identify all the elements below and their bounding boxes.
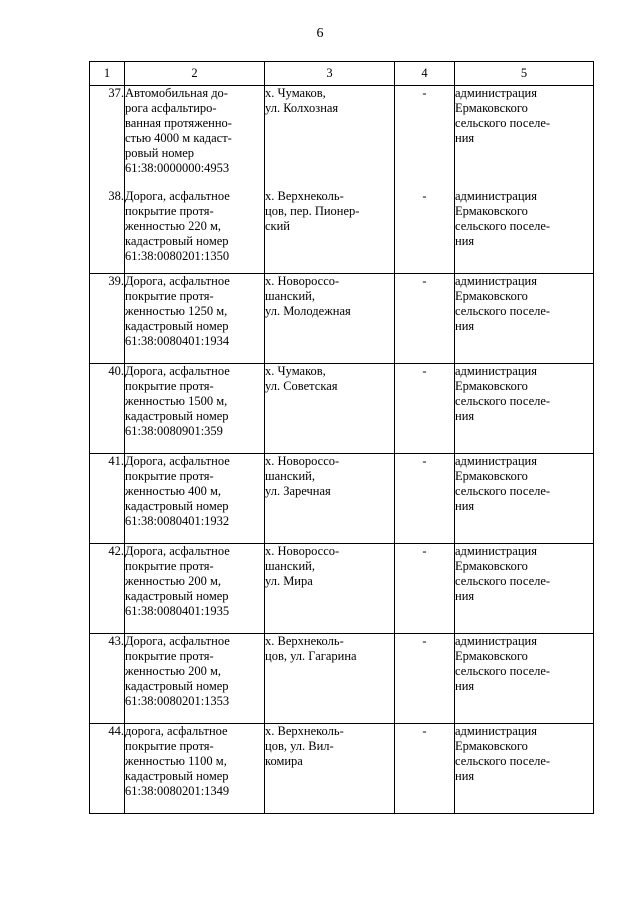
object-location xyxy=(265,274,395,364)
row-number: 40. xyxy=(90,364,125,454)
object-owner-line: Ермаковского xyxy=(455,559,528,573)
object-name-line: Дорога, асфальтное xyxy=(125,188,230,203)
column-header-2: 2 xyxy=(125,62,265,86)
row-number: 37. xyxy=(90,86,125,189)
object-location-line: ул. Колхозная xyxy=(265,101,339,115)
object-name-line: женностью 1500 м, xyxy=(125,394,228,408)
table-row xyxy=(90,544,594,634)
object-name-line: кадастровый номер xyxy=(125,319,229,333)
object-name-line: покрытие протя- xyxy=(125,203,214,218)
object-name-line: покрытие протя- xyxy=(125,289,214,303)
object-name xyxy=(125,274,265,364)
object-location-line: х. Чумаков, xyxy=(265,86,326,100)
object-name-line: кадастровый номер xyxy=(125,499,229,513)
object-name-line: 61:38:0080201:1350 xyxy=(125,248,230,263)
object-name-line: покрытие протя- xyxy=(125,559,214,573)
object-owner-line: Ермаковского xyxy=(455,739,528,753)
object-owner-line: Ермаковского xyxy=(455,649,528,663)
object-owner-line: сельского поселе- xyxy=(455,304,551,318)
object-area: - xyxy=(395,364,455,454)
object-name-line: Дорога, асфальтное xyxy=(125,364,230,378)
object-location-line: шанский, xyxy=(265,469,315,483)
object-area: - xyxy=(395,544,455,634)
object-location-line: шанский, xyxy=(265,289,315,303)
object-location-line: х. Верхнеколь- xyxy=(265,188,344,203)
object-location-line: х. Новороссо- xyxy=(265,544,340,558)
column-header-4: 4 xyxy=(395,62,455,86)
object-location-line: х. Чумаков, xyxy=(265,364,326,378)
object-name-line: женностью 220 м, xyxy=(125,218,222,233)
object-owner-line: администрация xyxy=(455,634,537,648)
table-row xyxy=(90,634,594,724)
object-location-line: х. Верхнеколь- xyxy=(265,634,344,648)
object-name-line: стью 4000 м кадаст- xyxy=(125,131,232,145)
object-name-line: Дорога, асфальтное xyxy=(125,454,230,468)
object-location-line: ский xyxy=(265,218,290,233)
object-location-line: комира xyxy=(265,754,303,768)
object-owner-line: сельского поселе- xyxy=(455,116,551,130)
object-owner-line: ния xyxy=(455,319,475,333)
row-number: 43. xyxy=(90,634,125,724)
table-row xyxy=(90,724,594,814)
object-name-line: 61:38:0080401:1934 xyxy=(125,334,230,348)
object-owner xyxy=(455,634,594,724)
object-area: - xyxy=(395,189,455,274)
object-owner-line: сельского поселе- xyxy=(455,218,551,233)
object-location xyxy=(265,364,395,454)
object-name-line: дорога, асфальтное xyxy=(125,724,228,738)
object-owner-line: ния xyxy=(455,233,475,248)
row-number: 44. xyxy=(90,724,125,814)
object-location-line: ул. Мира xyxy=(265,574,313,588)
column-header-1: 1 xyxy=(90,62,125,86)
row-number: 39. xyxy=(90,274,125,364)
object-name-line: 61:38:0000000:4953 xyxy=(125,161,230,175)
column-header-3: 3 xyxy=(265,62,395,86)
object-area: - xyxy=(395,274,455,364)
object-name xyxy=(125,724,265,814)
object-location xyxy=(265,189,395,274)
object-owner xyxy=(455,724,594,814)
object-owner-line: Ермаковского xyxy=(455,203,528,218)
object-owner-line: Ермаковского xyxy=(455,379,528,393)
object-name-line: кадастровый номер xyxy=(125,679,229,693)
object-name-line: 61:38:0080401:1935 xyxy=(125,604,230,618)
object-name-line: Автомобильная до- xyxy=(125,86,228,100)
object-owner-line: сельского поселе- xyxy=(455,394,551,408)
row-number: 38. xyxy=(90,189,125,274)
table-row xyxy=(90,189,594,274)
object-location xyxy=(265,86,395,189)
page-number: 6 xyxy=(316,26,324,41)
object-owner xyxy=(455,454,594,544)
object-owner-line: администрация xyxy=(455,86,537,100)
object-name-line: кадастровый номер xyxy=(125,769,229,783)
object-name-line: кадастровый номер xyxy=(125,589,229,603)
object-name-line: женностью 1250 м, xyxy=(125,304,228,318)
object-location-line: х. Новороссо- xyxy=(265,454,340,468)
object-location-line: ул. Советская xyxy=(265,379,338,393)
object-name-line: рога асфальтиро- xyxy=(125,101,217,115)
object-owner-line: администрация xyxy=(455,274,537,288)
object-name xyxy=(125,634,265,724)
object-owner xyxy=(455,364,594,454)
object-owner-line: администрация xyxy=(455,544,537,558)
object-location-line: х. Верхнеколь- xyxy=(265,724,344,738)
object-name-line: женностью 200 м, xyxy=(125,664,222,678)
object-owner xyxy=(455,189,594,274)
table-header-row xyxy=(90,62,594,86)
object-name-line: 61:38:0080901:359 xyxy=(125,424,223,438)
column-header-5: 5 xyxy=(455,62,594,86)
object-name-line: женностью 200 м, xyxy=(125,574,222,588)
object-name-line: покрытие протя- xyxy=(125,379,214,393)
object-location xyxy=(265,634,395,724)
object-name-line: кадастровый номер xyxy=(125,233,229,248)
object-name xyxy=(125,189,265,274)
object-name-line: 61:38:0080201:1353 xyxy=(125,694,230,708)
object-owner xyxy=(455,86,594,189)
object-location xyxy=(265,724,395,814)
object-name xyxy=(125,454,265,544)
object-owner-line: сельского поселе- xyxy=(455,754,551,768)
object-owner-line: администрация xyxy=(455,188,537,203)
object-name xyxy=(125,544,265,634)
object-name-line: 61:38:0080201:1349 xyxy=(125,784,230,798)
object-name-line: ровый номер xyxy=(125,146,195,160)
object-owner-line: сельского поселе- xyxy=(455,664,551,678)
object-location-line: цов, ул. Вил- xyxy=(265,739,334,753)
road-registry-table xyxy=(89,61,594,814)
object-location-line: цов, ул. Гагарина xyxy=(265,649,357,663)
object-name-line: Дорога, асфальтное xyxy=(125,274,230,288)
object-owner xyxy=(455,544,594,634)
row-number: 41. xyxy=(90,454,125,544)
object-area: - xyxy=(395,454,455,544)
object-owner-line: сельского поселе- xyxy=(455,484,551,498)
object-owner-line: ния xyxy=(455,769,475,783)
object-owner-line: Ермаковского xyxy=(455,469,528,483)
object-area: - xyxy=(395,724,455,814)
object-name xyxy=(125,86,265,189)
object-location-line: х. Новороссо- xyxy=(265,274,340,288)
object-owner-line: администрация xyxy=(455,364,537,378)
object-name-line: покрытие протя- xyxy=(125,469,214,483)
table-row xyxy=(90,364,594,454)
object-owner-line: ния xyxy=(455,589,475,603)
object-owner-line: Ермаковского xyxy=(455,289,528,303)
row-number: 42. xyxy=(90,544,125,634)
object-location-line: ул. Заречная xyxy=(265,484,331,498)
object-location xyxy=(265,454,395,544)
object-owner xyxy=(455,274,594,364)
table-row xyxy=(90,86,594,189)
object-area: - xyxy=(395,634,455,724)
object-name-line: Дорога, асфальтное xyxy=(125,634,230,648)
object-name-line: 61:38:0080401:1932 xyxy=(125,514,230,528)
object-owner-line: ния xyxy=(455,409,475,423)
table-row xyxy=(90,454,594,544)
object-name-line: покрытие протя- xyxy=(125,739,214,753)
object-name-line: Дорога, асфальтное xyxy=(125,544,230,558)
object-owner-line: администрация xyxy=(455,724,537,738)
object-location-line: цов, пер. Пионер- xyxy=(265,203,360,218)
object-location-line: ул. Молодежная xyxy=(265,304,351,318)
object-location xyxy=(265,544,395,634)
object-owner-line: ния xyxy=(455,679,475,693)
object-name-line: покрытие протя- xyxy=(125,649,214,663)
object-name-line: женностью 1100 м, xyxy=(125,754,227,768)
object-owner-line: Ермаковского xyxy=(455,101,528,115)
object-area: - xyxy=(395,86,455,189)
object-owner-line: администрация xyxy=(455,454,537,468)
object-owner-line: сельского поселе- xyxy=(455,574,551,588)
object-name-line: ванная протяженно- xyxy=(125,116,232,130)
object-name-line: кадастровый номер xyxy=(125,409,229,423)
object-name-line: женностью 400 м, xyxy=(125,484,222,498)
object-location-line: шанский, xyxy=(265,559,315,573)
object-name xyxy=(125,364,265,454)
object-owner-line: ния xyxy=(455,131,475,145)
object-owner-line: ния xyxy=(455,499,475,513)
table-row xyxy=(90,274,594,364)
